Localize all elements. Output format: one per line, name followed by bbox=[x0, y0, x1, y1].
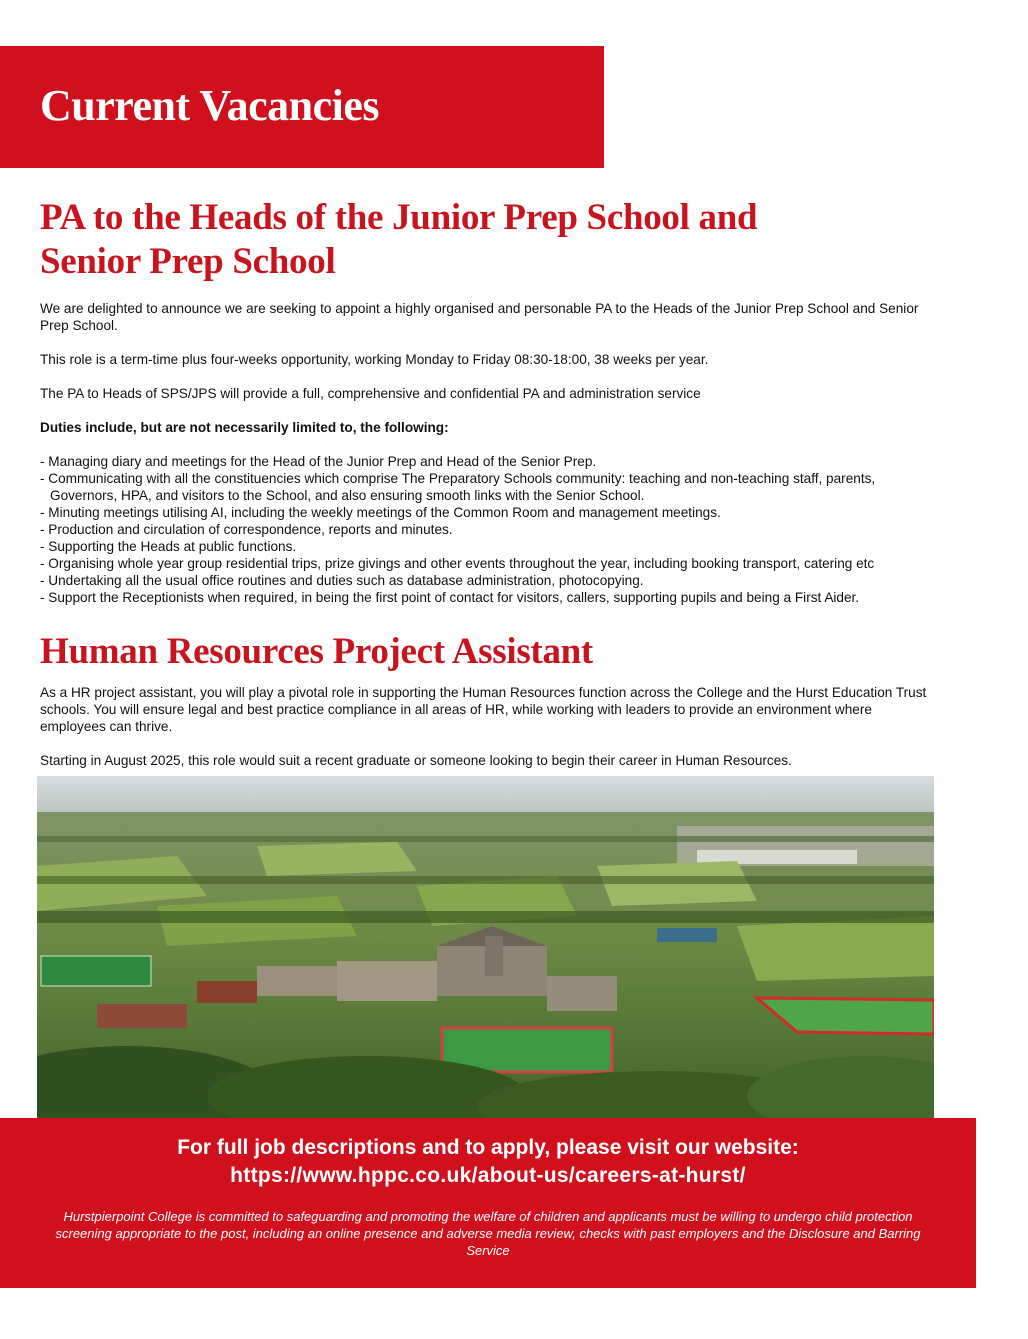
job-pa-intro: We are delighted to announce we are seeking to appoint a highly organised and personable PA to the Heads of the Junior Prep School and Senior Prep School. bbox=[40, 301, 919, 333]
duties-list bbox=[40, 453, 940, 606]
careers-link[interactable]: https://www.hppc.co.uk/about-us/careers-at-hurst/ bbox=[230, 1164, 746, 1187]
safeguarding-statement: Hurstpierpoint College is committed to safeguarding and promoting the welfare of children and applicants must be willing to undergo child protection screening appropriate to the post, including an online presence and adverse media review, checks with past employers and the Disclosure and Barring Service bbox=[55, 1209, 921, 1258]
list-item: - Supporting the Heads at public functions. bbox=[40, 539, 297, 554]
footer-banner bbox=[0, 1118, 976, 1288]
header-banner bbox=[0, 46, 604, 168]
job-title-pa: PA to the Heads of the Junior Prep School and Senior Prep School bbox=[40, 197, 758, 282]
list-item: - Managing diary and meetings for the Head of the Junior Prep and Head of the Senior Prep. bbox=[40, 454, 597, 469]
duties-heading: Duties include, but are not necessarily limited to, the following: bbox=[40, 420, 449, 435]
job-pa-terms: This role is a term-time plus four-weeks opportunity, working Monday to Friday 08:30-18:00, 38 weeks per year. bbox=[40, 352, 709, 367]
job-hr-start: Starting in August 2025, this role would suit a recent graduate or someone looking to begin their career in Human Resources. bbox=[40, 753, 792, 768]
job-title-hr: Human Resources Project Assistant bbox=[40, 631, 593, 672]
job-hr bbox=[40, 630, 940, 769]
list-item: - Minuting meetings utilising AI, including the weekly meetings of the Common Room and management meetings. bbox=[40, 505, 721, 520]
campus-aerial-photo bbox=[37, 776, 934, 1120]
list-item: - Communicating with all the constituencies which comprise The Preparatory Schools community: teaching and non-teaching staff, parents, Governors, HPA, and visitors to the School, and also ensuring smooth links with the Senior School. bbox=[40, 471, 876, 503]
footer-cta: For full job descriptions and to apply, please visit our website: bbox=[177, 1136, 799, 1159]
page-title: Current Vacancies bbox=[40, 81, 380, 130]
list-item: - Production and circulation of correspondence, reports and minutes. bbox=[40, 522, 453, 537]
job-hr-intro: As a HR project assistant, you will play a pivotal role in supporting the Human Resources function across the College and the Hurst Education Trust schools. You will ensure legal and best practice compliance in all areas of HR, while working with leaders to provide an environment where employees can thrive. bbox=[40, 685, 927, 734]
job-pa-service: The PA to Heads of SPS/JPS will provide a full, comprehensive and confidential PA and administration service bbox=[40, 386, 701, 401]
job-pa bbox=[40, 196, 940, 606]
list-item: - Undertaking all the usual office routines and duties such as database administration, photocopying. bbox=[40, 573, 644, 588]
list-item: - Organising whole year group residential trips, prize givings and other events throughout the year, including booking transport, catering etc bbox=[40, 556, 875, 571]
list-item: - Support the Receptionists when required, in being the first point of contact for visitors, callers, supporting pupils and being a First Aider. bbox=[40, 590, 860, 605]
